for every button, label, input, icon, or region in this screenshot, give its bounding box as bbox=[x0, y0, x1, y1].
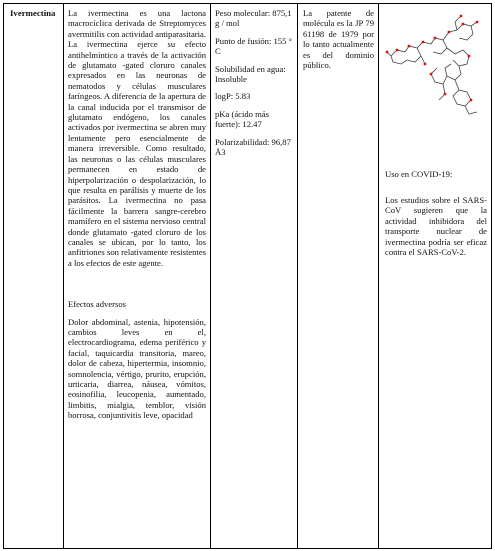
property-pka: pKa (ácido más fuerte): 12.47 bbox=[215, 108, 269, 130]
properties-cell bbox=[211, 4, 297, 548]
property-water-solubility: Solubilidad en agua: Insoluble bbox=[215, 63, 286, 85]
covid-cell bbox=[379, 4, 492, 548]
property-molecular-weight: Peso molecular: 875,1 g / mol bbox=[215, 8, 292, 29]
molecule-structure-image bbox=[385, 10, 481, 120]
patent-text: La patente de molécula es la JP 79 61198 de 1979 por lo tanto actualmente es del dominio público. bbox=[303, 8, 374, 71]
property-logp: logP: 5.83 bbox=[215, 91, 251, 102]
property-melting-point: Punto de fusión: 155 ° C bbox=[215, 35, 292, 57]
drug-description: La ivermectina es una lactona macrocíclica derivada de Streptomyces avermitilis con actividad antiparasitaria. La ivermectina ejerce su efecto antihelmíntico a través de la activación de glutamato -gated cloruro canales expresados en las neuronas de nematodos y células musculares faríngeos. A diferencia de la apertura de la canal inducida por el transmisor de glutamato endógeno, los canales activados por ivermectina se abren muy lentamente pero esencialmente de manera irreversible. Como resultado, las neuronas o las células musculares permanecen en estado de hiperpolarización o despolarización, lo que resulta en parálisis y muerte de los parásitos. La ivermectina no pasa fácilmente la barrera sangre-cerebro mamífero en el sistema nervioso central donde glutamato -gated cloruro de los canales se ubican, por lo tanto, los anfitriones son relativamente resistentes a los efectos de este agente. bbox=[68, 8, 206, 268]
name-cell bbox=[4, 4, 63, 548]
covid-text: Los estudios sobre el SARS-CoV sugieren que la actividad inhibidora del transporte nuclear de ivermectina podría ser eficaz contra el SARS-CoV-2. bbox=[385, 195, 487, 258]
covid-heading: Uso en COVID-19: bbox=[385, 169, 453, 179]
adverse-heading: Efectos adversos bbox=[68, 299, 126, 310]
description-cell bbox=[64, 4, 210, 548]
property-polarizability: Polarizabilidad: 96,87 Å3 bbox=[215, 136, 291, 158]
drug-name: Ivermectina bbox=[10, 8, 56, 18]
adverse-effects-text: Dolor abdominal, astenia, hipotensión, cambios leves en el, electrocardiograma, edema periférico y facial, taquicardia transitoria, mareo, dolor de cabeza, hipertermia, insomnio, somnolencia, vértigo, prurito, erupción, urticaria, diarrea, náusea, vómitos, eosinofilia, leucopenia, aumentado, limbitis, mialgia, temblor, visión borrosa, conjuntivitis leve, opacidad bbox=[68, 316, 206, 421]
drug-table bbox=[3, 3, 492, 549]
patent-cell bbox=[298, 4, 378, 548]
